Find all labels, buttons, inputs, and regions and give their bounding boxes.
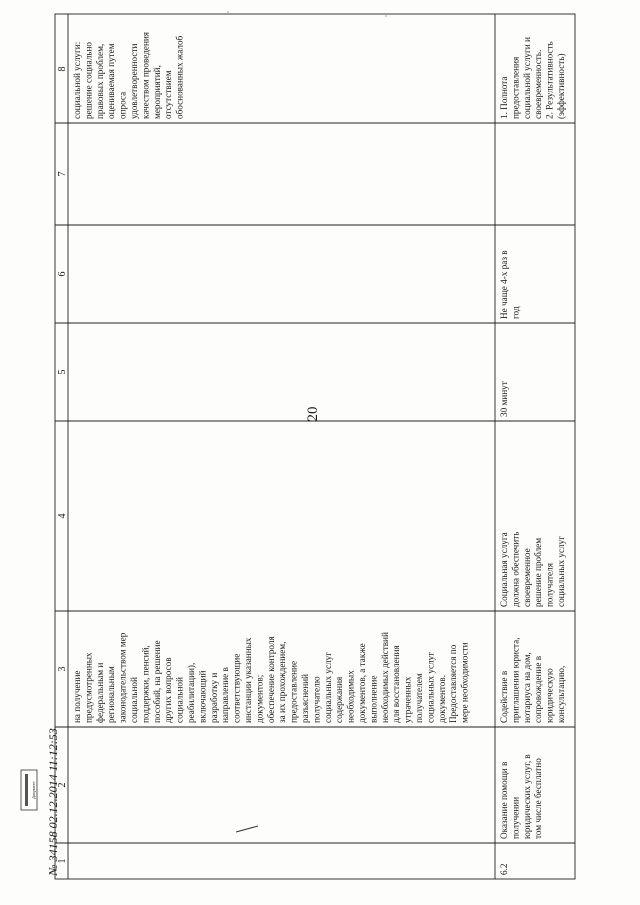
cell-text-line: опроса	[117, 91, 128, 119]
cell-text-line: предоставление	[288, 660, 299, 723]
cell-text-line: для восстановления	[391, 645, 402, 723]
row-6-2-col8-cell	[499, 37, 566, 119]
cell-text-line: мероприятий,	[151, 65, 162, 119]
cell-text-line: пособий, на решение	[151, 640, 162, 723]
header-col-7: 7	[57, 171, 68, 177]
header-col-6: 6	[57, 271, 68, 277]
cell-text-line: Предоставляется по	[448, 644, 459, 723]
logo-label: Документ	[31, 781, 36, 799]
cell-text-line: правовых проблем,	[94, 43, 105, 119]
cell-text-line: (эффективность)	[556, 53, 566, 119]
cell-text-line: удовлетворенности	[129, 43, 139, 119]
logo-bar	[25, 774, 28, 806]
cell-text-line: получателю	[311, 676, 322, 723]
cell-text-line: Не чаще 4-х раз в	[499, 250, 509, 319]
cell-text-line: выполнение	[368, 675, 379, 723]
cell-text-line: инстанции указанных	[243, 637, 253, 723]
cell-text-line: направление в	[220, 667, 231, 723]
cell-text-line: должна обеспечить	[510, 531, 521, 607]
registration-stamp: № 34158 02.12.2014 11:12:53	[46, 728, 60, 876]
header-col-3: 3	[57, 666, 68, 672]
header-col-2: 2	[57, 782, 68, 788]
row-6-2-col4-cell	[499, 532, 566, 607]
cell-text-line: оцениваемая путем	[106, 43, 117, 119]
cell-text-line: предоставления	[510, 56, 521, 119]
cell-text-line: решение проблем	[533, 537, 544, 607]
scan-dot	[385, 15, 387, 17]
cell-text-line: юридических услуг, в	[521, 754, 532, 839]
cont-row-col3-cell	[72, 632, 470, 723]
cell-text-line: законодательством мер	[117, 632, 128, 723]
cell-text-line: разъяснений	[300, 674, 310, 723]
header-col-5: 5	[57, 369, 68, 375]
row-6-2-number: 6.2	[499, 863, 509, 875]
rotated-table	[55, 14, 575, 879]
cell-text-line: на получение	[72, 670, 82, 723]
cell-text-line: получении	[510, 796, 521, 839]
row-6-2-col6-cell	[499, 250, 520, 319]
header-col-8: 8	[57, 66, 68, 72]
cell-text-line: Оказание помощи в	[499, 761, 509, 839]
document-logo	[21, 770, 37, 810]
cell-text-line: своевременность.	[533, 49, 544, 119]
cell-text-line: обоснованных жалоб	[174, 35, 185, 119]
cell-text-line: документов;	[254, 674, 265, 723]
cell-text-line: социальной услуги:	[72, 41, 82, 119]
cell-text-line: юридическую	[544, 668, 555, 723]
header-col-4: 4	[57, 513, 68, 519]
cell-text-line: Социальная услуга	[499, 532, 509, 607]
row-6-2-col5-cell	[499, 381, 509, 417]
cell-text-line: год	[510, 306, 521, 319]
cell-text-line: Содействие в	[499, 670, 509, 723]
cell-text-line: других вопросов	[163, 657, 174, 723]
cell-text-line: том числе бесплатно	[533, 758, 544, 839]
cell-text-line: социальной услуги и	[521, 37, 532, 119]
cell-text-line: документов.	[436, 674, 447, 723]
cell-text-line: социальных услуг	[556, 535, 566, 607]
cell-text-line: качеством проведения	[140, 31, 151, 119]
cell-text-line: социальной	[174, 677, 185, 723]
cell-text-line: разработку и	[208, 672, 219, 723]
cell-text-line: нотариуса на дом,	[521, 652, 532, 723]
cell-text-line: поддержки, пенсий,	[140, 645, 151, 723]
cell-text-line: получателя	[544, 563, 555, 607]
cell-text-line: федеральным и	[94, 662, 105, 723]
cell-text-line: утраченных	[402, 676, 413, 723]
cell-text-line: необходимых действий	[379, 632, 390, 723]
cell-text-line: отсутствием	[163, 70, 174, 119]
cell-text-line: региональным	[106, 666, 117, 723]
cell-text-line: 30 минут	[499, 381, 509, 417]
cell-text-line: получателем	[414, 673, 424, 723]
cell-text-line: необходимых	[345, 670, 356, 723]
cell-text-line: приглашении юриста,	[510, 637, 521, 723]
row-6-2-col3-cell	[499, 637, 566, 723]
cell-text-line: предусмотренных	[83, 652, 94, 723]
cont-row-col8-cell	[72, 31, 185, 119]
cell-text-line: соответствующие	[231, 653, 242, 723]
cell-text-line: 2. Результативность	[544, 41, 555, 119]
cell-text-line: мере необходимости	[459, 642, 470, 723]
cell-text-line: реабилитации),	[186, 662, 196, 723]
scan-mark	[236, 826, 258, 832]
row-6-2-col2-cell	[499, 754, 543, 839]
scan-dot	[227, 11, 229, 13]
header-col-1: 1	[57, 858, 68, 864]
page-number: 20	[305, 406, 321, 422]
cell-text-line: социальных услуг	[322, 651, 333, 723]
cell-text-line: сопровождение в	[533, 655, 544, 723]
cell-text-line: обеспечение контроля	[265, 636, 276, 723]
cell-text-line: социальных услуг	[425, 651, 436, 723]
cell-text-line: документов, а также	[357, 643, 367, 723]
cell-text-line: решение социально	[83, 42, 94, 119]
cell-text-line: за их прохождением,	[277, 641, 288, 723]
cell-text-line: консультацию,	[556, 665, 566, 723]
cell-text-line: 1. Полнота	[499, 76, 509, 119]
cell-text-line: содержания	[334, 676, 345, 723]
cell-text-line: включающий	[197, 670, 208, 723]
cell-text-line: социальной	[129, 677, 139, 723]
cell-text-line: своевременное	[521, 548, 532, 607]
table-border	[55, 14, 575, 879]
